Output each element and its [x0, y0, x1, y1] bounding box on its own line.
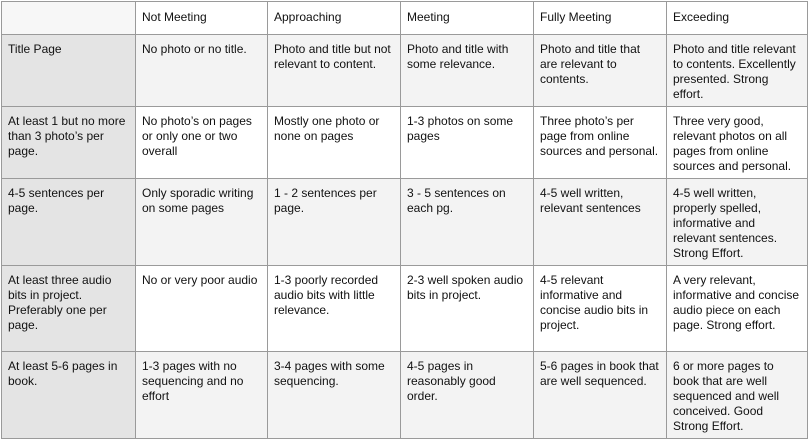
- rubric-cell: Photo and title relevant to contents. Excellently presented. Strong effort.: [667, 35, 808, 107]
- header-meeting: Meeting: [401, 2, 534, 35]
- header-not-meeting: Not Meeting: [136, 2, 268, 35]
- table-row: [2, 266, 808, 352]
- rubric-cell: Only sporadic writing on some pages: [136, 179, 268, 266]
- header-approaching: Approaching: [268, 2, 401, 35]
- rubric-cell: 6 or more pages to book that are well sequenced and well conceived. Good Strong Effort.: [667, 352, 808, 439]
- criterion-cell: Title Page: [2, 35, 136, 107]
- table-row: [2, 107, 808, 179]
- rubric-cell: No or very poor audio: [136, 266, 268, 352]
- criterion-cell: At least three audio bits in project. Preferably one per page.: [2, 266, 136, 352]
- rubric-cell: Photo and title but not relevant to content.: [268, 35, 401, 107]
- rubric-cell: Photo and title with some relevance.: [401, 35, 534, 107]
- header-corner-cell: [2, 2, 136, 35]
- criterion-cell: At least 5-6 pages in book.: [2, 352, 136, 439]
- rubric-cell: Three photo’s per page from online sources and personal.: [534, 107, 667, 179]
- rubric-cell: Three very good, relevant photos on all pages from online sources and personal.: [667, 107, 808, 179]
- table-row: [2, 352, 808, 439]
- rubric-cell: 4-5 relevant informative and concise audio bits in project.: [534, 266, 667, 352]
- rubric-cell: Mostly one photo or none on pages: [268, 107, 401, 179]
- header-fully-meeting: Fully Meeting: [534, 2, 667, 35]
- rubric-cell: 4-5 pages in reasonably good order.: [401, 352, 534, 439]
- rubric-cell: 3-4 pages with some sequencing.: [268, 352, 401, 439]
- rubric-cell: 4-5 well written, properly spelled, informative and relevant sentences. Strong Effort.: [667, 179, 808, 266]
- rubric-cell: A very relevant, informative and concise audio piece on each page. Strong effort.: [667, 266, 808, 352]
- rubric-cell: 1 - 2 sentences per page.: [268, 179, 401, 266]
- header-exceeding: Exceeding: [667, 2, 808, 35]
- rubric-cell: 1-3 pages with no sequencing and no effort: [136, 352, 268, 439]
- table-row: [2, 179, 808, 266]
- rubric-cell: 5-6 pages in book that are well sequenced.: [534, 352, 667, 439]
- rubric-cell: No photo or no title.: [136, 35, 268, 107]
- rubric-cell: No photo’s on pages or only one or two overall: [136, 107, 268, 179]
- rubric-cell: Photo and title that are relevant to contents.: [534, 35, 667, 107]
- rubric-cell: 2-3 well spoken audio bits in project.: [401, 266, 534, 352]
- criterion-cell: At least 1 but no more than 3 photo’s per page.: [2, 107, 136, 179]
- rubric-cell: 3 - 5 sentences on each pg.: [401, 179, 534, 266]
- rubric-table: [1, 1, 808, 439]
- rubric-cell: 4-5 well written, relevant sentences: [534, 179, 667, 266]
- header-row: [2, 2, 808, 35]
- table-row: [2, 35, 808, 107]
- rubric-cell: 1-3 poorly recorded audio bits with little relevance.: [268, 266, 401, 352]
- rubric-cell: 1-3 photos on some pages: [401, 107, 534, 179]
- criterion-cell: 4-5 sentences per page.: [2, 179, 136, 266]
